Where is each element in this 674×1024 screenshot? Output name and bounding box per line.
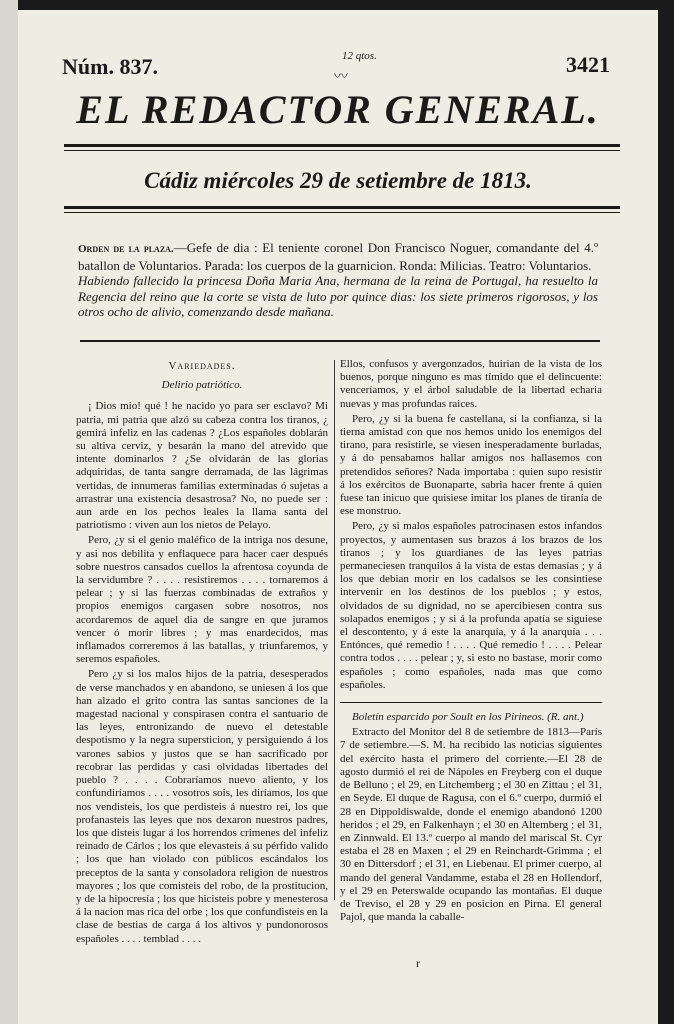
paragraph: Pero, ¿y si el genio maléfico de la intriga nos desune, y asi nos debilita y enflaquece para hacer caer después sobre nuestros cansados cuellos la afrentosa coyunda de la servidumbre ? . . . . resistiremos . . . . tornaremos á pelear ; y si las fuerzas combinadas de extraños y propios enemigos cargasen sobre nosotros, nos acordaremos de aquel dia de sangre en que juramos vencer ó morir libres ; y mas enardecidos, mas inflamados correremos á las batallas, y triunfaremos, y seremos españoles. bbox=[76, 534, 328, 666]
paragraph: Ellos, confusos y avergonzados, huirian de la vista de los buenos, porque ninguno es mas tímido que el delincuente: venceríamos, y el árbol saludable de la libertad echaria nuevas y mas profundas raices. bbox=[340, 358, 602, 410]
orden-de-la-plaza bbox=[78, 240, 598, 320]
section-rule bbox=[80, 340, 600, 342]
dateline-rule-thin bbox=[64, 212, 620, 213]
left-column bbox=[76, 358, 328, 948]
dateline-rule-thick bbox=[64, 206, 620, 209]
paragraph: Pero, ¿y si malos españoles patrocinasen estos infandos proyectos, y aumentasen sus brazos á los brazos de los tiranos ; y los guardianes de las leyes patrias permaneciesen tranquilos á la vista de estas demasías ; y á los que debian morir en los cadalsos se les consintiese intervenir en los destinos de los pueblos ; y estos, olvidados de su dignidad, no se apercibiesen contra sus solapados enemigos ; y si á la profunda apatía se siguiese el descontento, y á este la anarquía, y á la anarquía . . . Entónces, qué remedio ! . . . . Qué remedio ! . . . . Pelear contra todos . . . . pelear ; y, si esto no bastase, morir como españoles ; como españoles, nada mas que como españoles. bbox=[340, 520, 602, 691]
flourish-icon: 〰 bbox=[334, 70, 348, 85]
dateline: Cádiz miércoles 29 de setiembre de 1813. bbox=[144, 168, 532, 193]
title-rule-thin bbox=[64, 150, 620, 151]
column-divider bbox=[334, 360, 335, 900]
stray-mark: r bbox=[416, 956, 420, 970]
signature-mark: 12 qtos. bbox=[342, 50, 377, 62]
paragraph: Pero ¿y si los malos hijos de la patria, desesperados de verse manchados y en abandono, se uniesen á los que han alzado el grito contra las santas sanciones de la magestad nacional y conspirasen contra el santuario de las leyes, entronizando de nuevo el detestable despotismo y la negra supersticion, y persiguiendo á los varones sabios y justos que se han sacrificado por recobrar las perdidas y casi olvidadas libertades del pueblo ? . . . . Cobraríamos nuevo aliento, y los confundiríamos . . . . vosotros sois, les diríamos, los que nos vendisteis, los que perdisteis á nuestro rei, los que profanasteis las leyes que nos dexaron nuestros padres, los que disteis lugar á los horrendos crimenes del infeliz reinado de Cárlos ; los que elevasteis á su pérfido valido ; los que han violado con públicos escándalos los preceptos de la santa y consoladora religion de nuestros mayores ; los que comisteis del robo, de la prostitucion, y de la hipocresía ; los que hicisteis pobre y menesterosa á la nacion mas rica del orbe ; los que confundisteis en la clase de bestias de carga á los altivos y pundonorosos españoles . . . . temblad . . . . bbox=[76, 668, 328, 945]
issue-number: Núm. 837. bbox=[62, 54, 158, 79]
orden-lead: Orden de la plaza. bbox=[78, 243, 174, 255]
orden-text: —Gefe de dia : El teniente coronel Don Francisco Noguer, comandante del 4.º batallon de Voluntarios. Parada: los cuerpos de la guarnicion. Ronda: Milicias. Teatro: Voluntarios. bbox=[78, 240, 598, 273]
newspaper-title: EL REDACTOR GENERAL. bbox=[76, 87, 600, 132]
section-heading: Variedades. bbox=[168, 360, 236, 372]
paragraph: Pero, ¿y si la buena fe castellana, si la confianza, si la tierna amistad con que nos hemos unido los enemigos del tirano, para resistirle, se viesen inesperadamente burladas, y á do pensabamos hallar amigos nos hallasemos con pretendidos señores? Nada importaba : quien supo resistir á los exércitos de Buonaparte, sabria hacer frente á quien fuese tan inicuo que quisiese imitar los planes de tiranía de ese monstruo. bbox=[340, 412, 602, 518]
right-column bbox=[340, 358, 602, 926]
title-rule-thick bbox=[64, 144, 620, 147]
mourning-notice: Habiendo fallecido la princesa Doña Maria Ana, hermana de la reina de Portugal, ha resuelto la Regencia del reino que la corte se vista de luto por quince dias: los siete primeros rigorosos, y los otros ocho de alivio, comenzando desde mañana. bbox=[78, 273, 598, 319]
masthead-top bbox=[58, 50, 618, 90]
page-number: 3421 bbox=[566, 52, 610, 77]
boletin-title: Boletín esparcido por Soult en los Pirineos. (R. ant.) bbox=[352, 711, 584, 724]
article-subtitle: Delirio patriótico. bbox=[161, 379, 243, 392]
boletin-rule bbox=[340, 702, 602, 703]
newspaper-page bbox=[18, 10, 658, 1024]
boletin-text: Extracto del Monitor del 8 de setiembre de 1813—París 7 de setiembre.—S. M. ha recibido las noticias siguientes del exército hasta el primero del corriente.—El 28 de agosto durmió el rei de Nápoles en Freyberg con el duque de Belluno ; el 29, en Litchemberg ; el 30 en Zittau ; el 31, en Seyde. El duque de Ragusa, con el 6.º cuerpo, durmió el 28 en Dippoldiswalde, donde el enemigo abandonó 1200 heridos ; el 29, en Falkenhayn ; el 30 en Altemberg ; el 31, en Zinnwald. El 13.º cuerpo al mando del mariscal St. Cyr estaba el 28 en Maxen ; el 29 en Reinchardt-Grimma ; el 30 en Dittersdorf ; el 31, en Liebenau. El primer cuerpo, al mando del general Vandamme, estaba el 28 en Hollendorf, y el 29 en Peterswalde ocupando las montañas. El duque de Treviso, el 28 y 29 en posicion en Pirna. El general Pajol, que manda la caballe- bbox=[340, 726, 602, 924]
page-edge bbox=[0, 0, 18, 1024]
paragraph: ¡ Dios mio! qué ! he nacido yo para ser esclavo? Mi patria, mi patria que alzó su cabeza contra los tiranos, ¿ gemirá infeliz en las cadenas ? ¿Los españoles doblarán su altiva cerviz, y besarán la mano del atrevido que intente dominarlos ? ¿Se olvidarán de las glorias adquiridas, de tanta sangre derramada, de las lágrimas vertidas, de innumeras familias exterminadas ó sujetas a arrastrar una existencia desastrosa? No, no puede ser : aun arde en los pechos leales la llama santa del patriotismo : viven aun los nietos de Pelayo. bbox=[76, 400, 328, 532]
